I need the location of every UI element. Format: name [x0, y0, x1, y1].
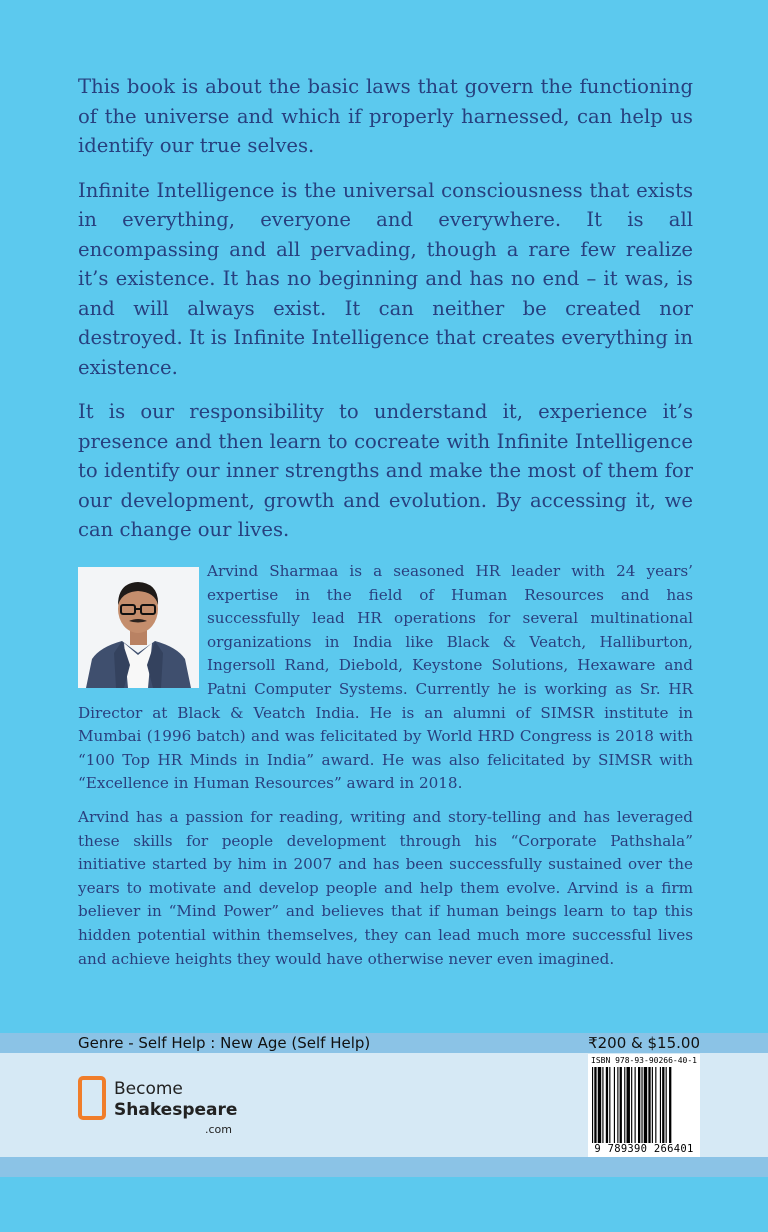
barcode-bar	[635, 1067, 636, 1143]
publisher-logo	[78, 1076, 248, 1136]
barcode-bar	[641, 1067, 642, 1143]
author-photo	[78, 567, 199, 688]
isbn-label: ISBN 978-93-90266-40-1	[591, 1056, 697, 1065]
blurb-paragraph-3: It is our responsibility to understand it, experience it’s presence and then learn to cocreate with Infinite Intelligence to identify our inner strengths and make the most of them for our development, growth and evolution. By accessing it, we can change our lives.	[78, 400, 693, 541]
barcode-bar	[627, 1067, 630, 1143]
barcode-bar	[644, 1067, 647, 1143]
barcode-bars	[592, 1067, 696, 1143]
barcode-bar	[631, 1067, 632, 1143]
barcode-bar	[617, 1067, 618, 1143]
logo-text-become: Become	[114, 1079, 183, 1099]
price-label: ₹200 & $15.00	[588, 1034, 700, 1052]
barcode-bar	[638, 1067, 640, 1143]
barcode-bar	[606, 1067, 608, 1143]
barcode-bar	[624, 1067, 625, 1143]
genre-label: Genre - Self Help : New Age (Self Help)	[78, 1034, 371, 1052]
logo-text-com: .com	[205, 1123, 232, 1136]
barcode-bar	[660, 1067, 661, 1143]
book-blurb	[78, 72, 693, 560]
barcode-bar	[609, 1067, 610, 1143]
barcode-bar	[655, 1067, 656, 1143]
barcode-bar	[592, 1067, 593, 1143]
logo-text-shakespeare: Shakespeare	[114, 1100, 238, 1120]
barcode-bar	[648, 1067, 650, 1143]
isbn-barcode	[588, 1054, 700, 1157]
barcode-bar	[652, 1067, 653, 1143]
author-portrait-image	[78, 567, 199, 688]
footer-bottom-strip	[0, 1157, 768, 1177]
barcode-bar	[669, 1067, 671, 1143]
isbn-digits: 9 789390 266401	[594, 1143, 694, 1155]
barcode-bar	[614, 1067, 615, 1143]
barcode-bar	[594, 1067, 596, 1143]
barcode-bar	[620, 1067, 622, 1143]
bio-paragraph-2: Arvind has a passion for reading, writing and story-telling and has leveraged these skills for people development through his “Corporate Pathshala” initiative started by him in 2007 and has been successfully sustained over the years to motivate and develop people and help them evolve. Arvind is a firm believer in “Mind Power” and believes that if human beings learn to tap this hidden potential within themselves, they can lead much more successful lives and achieve heights they would have otherwise never even imagined.	[78, 807, 693, 968]
blurb-paragraph-2: Infinite Intelligence is the universal consciousness that exists in everything, everyone and everywhere. It is all encompassing and all pervading, though a rare few realize it’s existence. It has no beginning and has no end – it was, is and will always exist. It can neither be created nor destroyed. It is Infinite Intelligence that creates everything in existence.	[78, 178, 693, 379]
book-logo-icon	[78, 1076, 106, 1120]
blurb-paragraph-1: This book is about the basic laws that govern the functioning of the universe and which if properly harnessed, can help us identify our true selves.	[78, 75, 693, 157]
author-bio	[78, 560, 693, 971]
barcode-bar	[598, 1067, 601, 1143]
bio-paragraph-1: Arvind Sharmaa is a seasoned HR leader with 24 years’ expertise in the field of Human Resources and has successfully lead HR operations for several multinational organizations in India like Black & Veatch, Halliburton, Ingersoll Rand, Diebold, Keystone Solutions, Hexaware and Patni Computer Systems. Currently he is working as Sr. HR Director at Black & Veatch India. He is an alumni of SIMSR institute in Mumbai (1996 batch) and was felicitated by World HRD Congress is 2018 with “100 Top HR Minds in India” award. He was also felicitated by SIMSR with “Excellence in Human Resources” award in 2018.	[78, 562, 693, 793]
barcode-bar	[662, 1067, 664, 1143]
barcode-bar	[602, 1067, 603, 1143]
barcode-bar	[666, 1067, 667, 1143]
